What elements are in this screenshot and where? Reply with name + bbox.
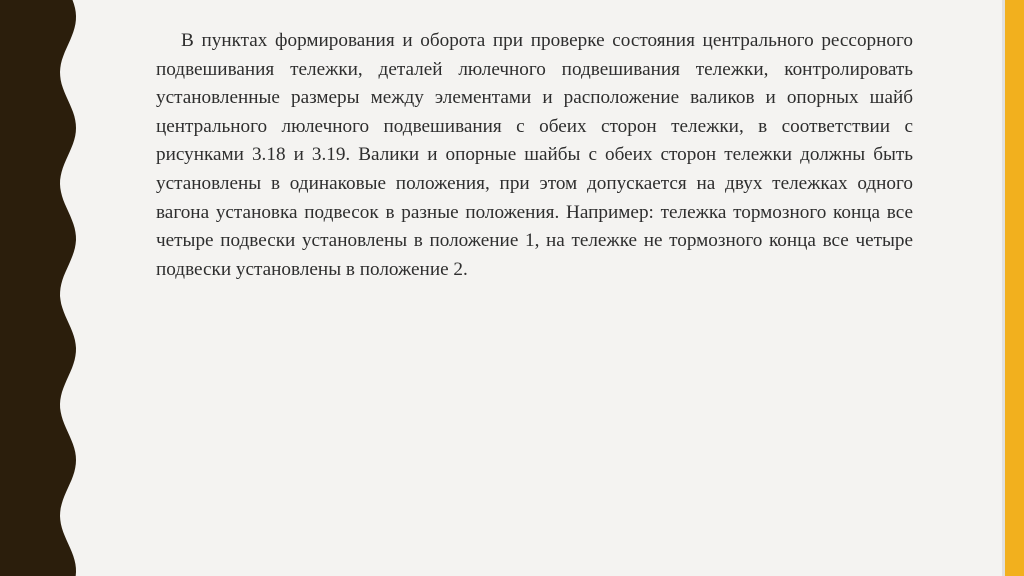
- right-gold-stripe: [1005, 0, 1024, 576]
- left-wavy-band: [0, 0, 80, 576]
- body-paragraph: В пунктах формирования и оборота при проверке состояния центрального рессорного подвешивания тележки, деталей люлечного подвешивания тележки, контролировать установленные размеры между элементами и расположение валиков и опорных шайб центрального люлечного подвешивания с обеих сторон тележки, в соответствии с рисунками 3.18 и 3.19. Валики и опорные шайбы с обеих сторон тележки должны быть установлены в одинаковые положения, при этом допускается на двух тележках одного вагона установка подвесок в разные положения. Например: тележка тормозного конца все четыре подвески установлены в положение 1, на тележке не тормозного конца все четыре подвески установлены в положение 2.: [156, 30, 913, 280]
- right-accent-band: [1002, 0, 1024, 576]
- wavy-band-shape: [0, 0, 76, 576]
